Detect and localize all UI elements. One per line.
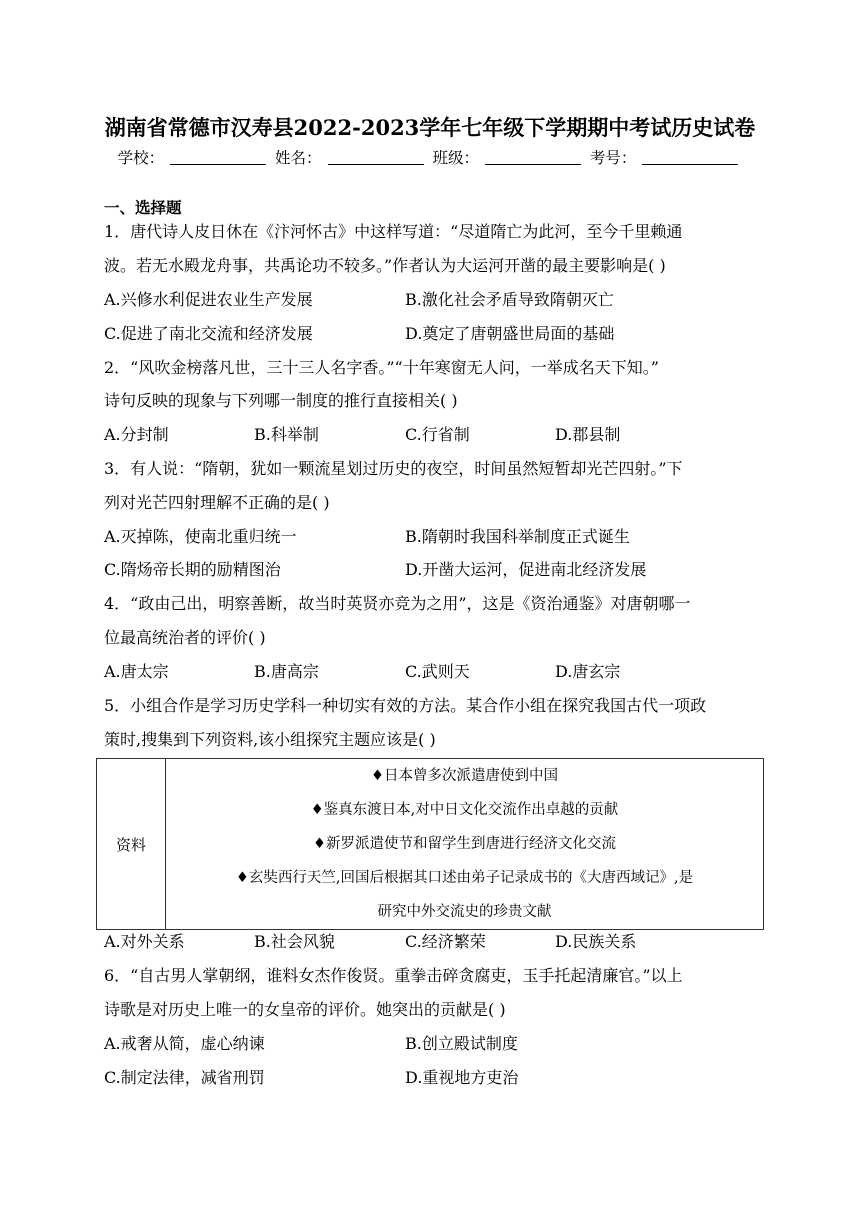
class-blank[interactable] xyxy=(485,150,581,165)
q1-stem-line-1: 1．唐代诗人皮日休在《汴河怀古》中这样写道：“尽道隋亡为此河，至今千里赖通 xyxy=(104,222,683,241)
student-info-line xyxy=(0,146,860,168)
material-line-2: ♦鉴真东渡日本,对中日文化交流作出卓越的贡献 xyxy=(310,802,619,818)
q6-option-d[interactable]: D.重视地方吏治 xyxy=(405,1068,519,1087)
q5-option-b[interactable]: B.社会风貌 xyxy=(254,932,335,951)
q1-option-c[interactable]: C.促进了南北交流和经济发展 xyxy=(104,324,313,343)
q5-option-c[interactable]: C.经济繁荣 xyxy=(405,932,486,951)
exam-title: 湖南省常德市汉寿县2022-2023学年七年级下学期期中考试历史试卷 xyxy=(104,115,756,140)
q1-option-d[interactable]: D.奠定了唐朝盛世局面的基础 xyxy=(405,324,615,343)
q4-option-a[interactable]: A.唐太宗 xyxy=(104,662,169,681)
q6-stem-line-1: 6．“自古男人掌朝纲，谁料女杰作俊贤。重拳击碎贪腐吏，玉手托起清廉官。”以上 xyxy=(104,966,683,985)
class-label: 班级： xyxy=(432,149,479,167)
q2-option-b[interactable]: B.科举制 xyxy=(254,425,319,444)
q3-option-c[interactable]: C.隋炀帝长期的励精图治 xyxy=(104,560,281,579)
q6-option-a[interactable]: A.戒奢从简，虚心纳谏 xyxy=(104,1034,265,1053)
name-label: 姓名： xyxy=(275,149,322,167)
exam-number-blank[interactable] xyxy=(642,150,738,165)
q5-stem-line-2: 策时,搜集到下列资料,该小组探究主题应该是( ) xyxy=(104,730,436,749)
q2-option-a[interactable]: A.分封制 xyxy=(104,425,169,444)
q3-stem-line-2: 列对光芒四射理解不正确的是( ) xyxy=(104,493,330,512)
q2-option-c[interactable]: C.行省制 xyxy=(405,425,470,444)
material-line-1: ♦日本曾多次派遣唐使到中国 xyxy=(371,768,558,784)
q3-option-b[interactable]: B.隋朝时我国科举制度正式诞生 xyxy=(405,527,630,546)
q3-option-a[interactable]: A.灭掉陈，使南北重归统一 xyxy=(104,527,297,546)
q1-option-b[interactable]: B.激化社会矛盾导致隋朝灭亡 xyxy=(405,290,614,309)
section-title: 一、选择题 xyxy=(104,199,182,217)
q5-stem-line-1: 5．小组合作是学习历史学科一种切实有效的方法。某合作小组在探究我国古代一项政 xyxy=(104,696,707,715)
material-content xyxy=(166,759,764,930)
q2-option-d[interactable]: D.郡县制 xyxy=(555,425,621,444)
q4-option-b[interactable]: B.唐高宗 xyxy=(254,662,319,681)
q5-option-a[interactable]: A.对外关系 xyxy=(104,932,185,951)
material-label: 资料 xyxy=(97,759,166,930)
school-label: 学校： xyxy=(117,149,165,167)
q5-material-table xyxy=(96,758,764,930)
q6-option-c[interactable]: C.制定法律，减省刑罚 xyxy=(104,1068,265,1087)
q6-stem-line-2: 诗歌是对历史上唯一的女皇帝的评价。她突出的贡献是( ) xyxy=(104,1000,506,1019)
q4-stem-line-2: 位最高统治者的评价( ) xyxy=(104,628,266,647)
school-blank[interactable] xyxy=(170,150,266,165)
q5-option-d[interactable]: D.民族关系 xyxy=(555,932,637,951)
name-blank[interactable] xyxy=(328,150,424,165)
q1-option-a[interactable]: A.兴修水利促进农业生产发展 xyxy=(104,290,313,309)
material-line-3: ♦新罗派遣使节和留学生到唐进行经济文化交流 xyxy=(313,836,616,852)
q1-stem-line-2: 波。若无水殿龙舟事，共禹论功不较多。”作者认为大运河开凿的最主要影响是( ) xyxy=(104,256,666,275)
material-line-4: ♦玄奘西行天竺,回国后根据其口述由弟子记录成书的《大唐西域记》,是 xyxy=(235,870,694,886)
q4-stem-line-1: 4．“政由己出，明察善断，故当时英贤亦竞为之用”，这是《资治通鉴》对唐朝哪一 xyxy=(104,594,691,613)
q3-stem-line-1: 3．有人说：“隋朝，犹如一颗流星划过历史的夜空，时间虽然短暂却光芒四射。”下 xyxy=(104,459,683,478)
q4-option-c[interactable]: C.武则天 xyxy=(405,662,470,681)
material-line-5: 研究中外交流史的珍贵文献 xyxy=(377,904,552,920)
exam-number-label: 考号： xyxy=(589,149,637,167)
q2-stem-line-2: 诗句反映的现象与下列哪一制度的推行直接相关( ) xyxy=(104,391,458,410)
q2-stem-line-1: 2．“风吹金榜落凡世，三十三人名字香。”“十年寒窗无人问，一举成名天下知。” xyxy=(104,358,659,377)
q4-option-d[interactable]: D.唐玄宗 xyxy=(555,662,621,681)
q6-option-b[interactable]: B.创立殿试制度 xyxy=(405,1034,518,1053)
q3-option-d[interactable]: D.开凿大运河，促进南北经济发展 xyxy=(405,560,647,579)
